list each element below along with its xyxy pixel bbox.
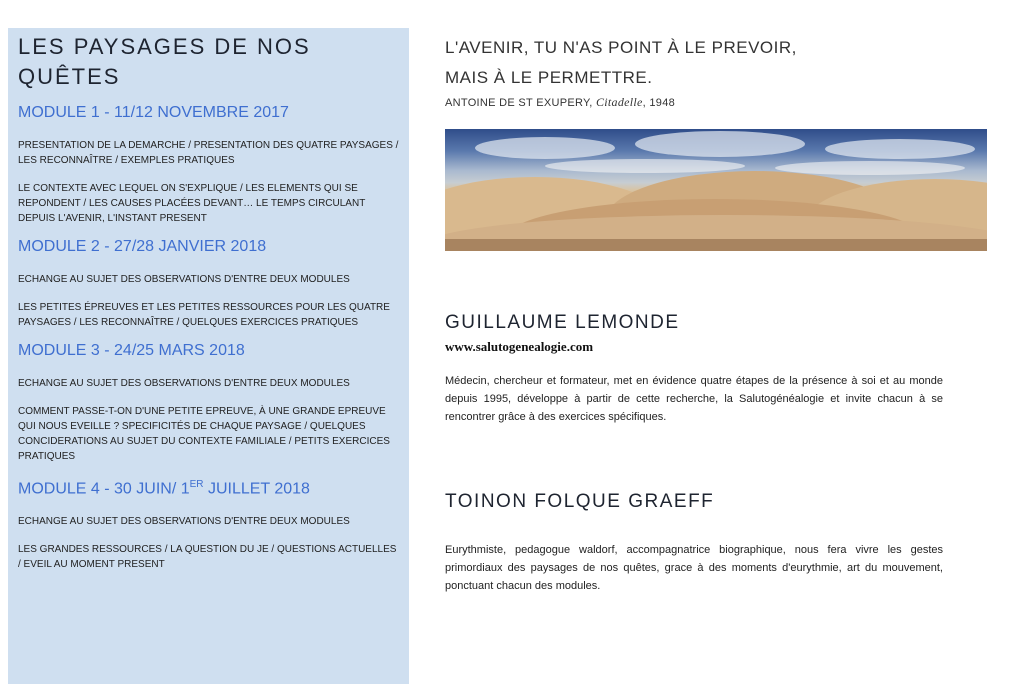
quote-author: ANTOINE DE ST EXUPERY, (445, 97, 596, 109)
module-heading-part: JUILLET 2018 (203, 480, 310, 498)
module-item: ECHANGE AU SUJET DES OBSERVATIONS D'ENTRE DEUX MODULES (18, 516, 350, 528)
module-heading: MODULE 3 - 24/25 MARS 2018 (18, 342, 245, 359)
module-1 (18, 102, 399, 226)
quote-year: , 1948 (642, 97, 676, 109)
person-name-toinon: TOINON FOLQUE GRAEFF (445, 491, 715, 512)
module-4 (18, 474, 399, 572)
module-item: PRESENTATION DE LA DEMARCHE / PRESENTATION DES QUATRE PAYSAGES / LES RECONNAÎTRE / EXEMPLES PRATIQUES (18, 140, 399, 166)
module-item: LES GRANDES RESSOURCES / LA QUESTION DU JE / QUESTIONS ACTUELLES / EVEIL AU MOMENT PRESENT (18, 544, 397, 571)
module-heading-part: MODULE 4 - 30 JUIN/ 1 (18, 480, 190, 498)
module-heading: MODULE 2 - 27/28 JANVIER 2018 (18, 238, 267, 255)
quote-block (445, 33, 987, 110)
module-item: ECHANGE AU SUJET DES OBSERVATIONS D'ENTRE DEUX MODULES (18, 378, 350, 389)
quote-line-2: MAIS À LE PERMETTRE. (445, 68, 653, 87)
module-heading (18, 474, 399, 500)
quote-work: Citadelle (595, 95, 643, 109)
module-item: LE CONTEXTE AVEC LEQUEL ON S'EXPLIQUE / LES ELEMENTS QUI SE REPONDENT / LES CAUSES PLACÉES DEVANT… LE TEMPS CIRCULANT DEPUIS L'AVENIR, L'INSTANT PRESENT (18, 183, 366, 224)
program-panel (8, 28, 409, 684)
module-heading: MODULE 1 - 11/12 NOVEMBRE 2017 (18, 104, 289, 121)
module-2 (18, 236, 399, 330)
bio-toinon: Eurythmiste, pedagogue waldorf, accompagnatrice biographique, nous fera vivre les gestes primordiaux des paysages de nos quêtes, grace à des moments d'eurythmie, art du mouvement, ponctuant chacun des modules. (445, 544, 943, 592)
website-link[interactable]: www.salutogenealogie.com (445, 339, 594, 354)
module-item: ECHANGE AU SUJET DES OBSERVATIONS D'ENTRE DEUX MODULES (18, 274, 350, 285)
quote-line-1: L'AVENIR, TU N'AS POINT À LE PREVOIR, (445, 38, 797, 57)
person-name-guillaume: GUILLAUME LEMONDE (445, 312, 680, 333)
module-item: LES PETITES ÉPREUVES ET LES PETITES RESSOURCES POUR LES QUATRE PAYSAGES / LES RECONNAÎTRE / QUELQUES EXERCICES PRATIQUES (18, 302, 390, 328)
quote-attribution (445, 95, 987, 110)
desert-landscape-image (445, 129, 987, 251)
module-item: COMMENT PASSE-T-ON D'UNE PETITE EPREUVE, À UNE GRANDE EPREUVE QUI NOUS EVEILLE ? SPECIFICITÉS DE CHAQUE PAYSAGE / QUELQUES CONCIDERATIONS AU SUJET DU CONTEXTE FAMILIALE / PETITS EXERCICES PRATIQUES (18, 406, 390, 462)
module-heading-sup: ER (189, 479, 204, 490)
program-title: LES PAYSAGES DE NOS QUÊTES (18, 34, 311, 89)
module-3 (18, 340, 399, 464)
bio-guillaume: Médecin, chercheur et formateur, met en évidence quatre étapes de la présence à soi et au monde depuis 1995, développe à partir de cette recherche, la Salutogénéalogie et invite chacun à se rencontrer grâce à des exercices spécifiques. (445, 375, 943, 423)
